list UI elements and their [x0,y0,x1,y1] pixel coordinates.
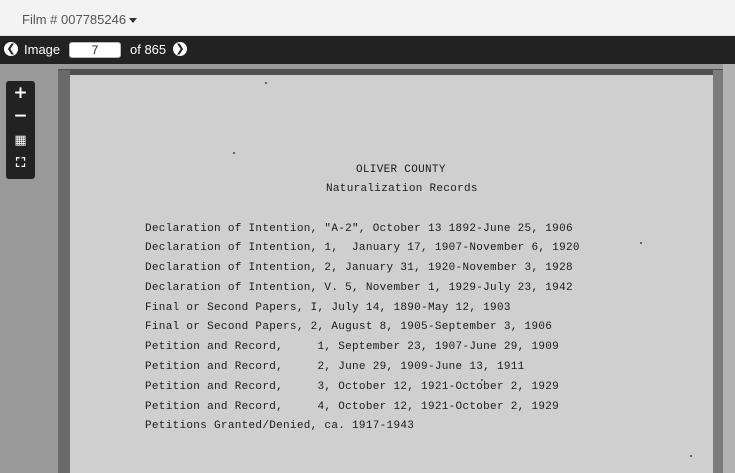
record-line: Petition and Record, 3, October 12, 1921-October 2, 1929 [145,381,560,393]
grid-icon[interactable]: ▦ [14,133,27,148]
paper-speck [265,82,267,84]
record-line: Final or Second Papers, 2, August 8, 1905-September 3, 1906 [145,321,553,333]
image-count-label: of 865 [130,42,167,57]
minus-icon[interactable]: − [13,106,28,126]
record-line: Declaration of Intention, 1, January 17, 1907-November 6, 1920 [145,242,580,254]
record-line: Petition and Record, 2, June 29, 1909-June 13, 1911 [145,361,525,373]
page-right-edge [713,70,723,473]
image-navigation-bar [0,36,735,64]
record-line: Final or Second Papers, I, July 14, 1890-May 12, 1903 [145,302,511,314]
caret-down-icon[interactable] [129,18,137,23]
page-left-edge [58,70,70,473]
plus-icon[interactable]: + [13,83,28,103]
record-line: Declaration of Intention, V. 5, November 1, 1929-July 23, 1942 [145,282,573,294]
document-subtitle: Naturalization Records [326,183,478,195]
record-line: Declaration of Intention, "A-2", October 13 1892-June 25, 1906 [145,223,573,235]
chevron-right-icon[interactable]: ❯ [173,42,187,56]
fullscreen-icon[interactable]: ⛶ [15,156,26,171]
chevron-left-icon[interactable]: ❮ [4,42,18,56]
image-label: Image [24,42,61,57]
record-line: Petitions Granted/Denied, ca. 1917-1943 [145,420,415,432]
image-viewer[interactable] [0,64,735,473]
film-number-label[interactable]: Film # 007785246 [22,12,127,27]
film-header [0,0,735,36]
image-number-input[interactable] [69,42,121,58]
record-line: Petition and Record, 1, September 23, 1907-June 29, 1909 [145,341,560,353]
record-line: Petition and Record, 4, October 12, 1921-October 2, 1929 [145,401,560,413]
record-line: Declaration of Intention, 2, January 31, 1920-November 3, 1928 [145,262,573,274]
page-top-edge [58,69,723,75]
paper-speck [640,242,642,244]
viewer-right-margin [723,64,735,473]
zoom-toolbar [6,81,35,179]
paper-speck [690,455,692,457]
document-title: OLIVER COUNTY [356,164,446,176]
paper-speck [233,152,235,154]
paper-speck [481,379,483,381]
